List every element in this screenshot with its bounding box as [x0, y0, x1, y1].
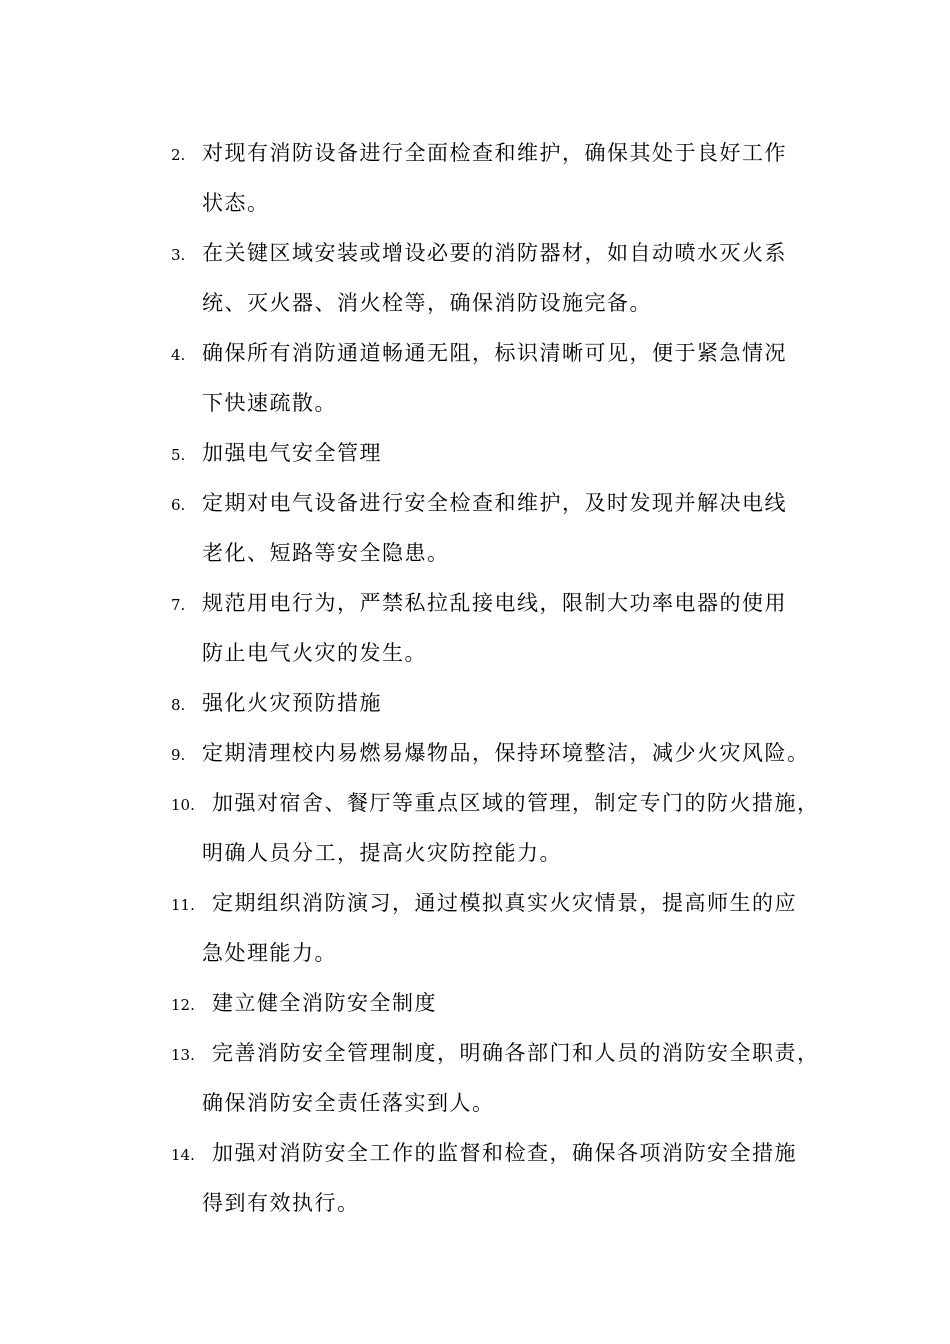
- list-item-number: 9.: [171, 746, 186, 764]
- list-item-number: 13.: [171, 1046, 195, 1064]
- list-item: [171, 128, 851, 228]
- list-item-first-line: [171, 478, 851, 528]
- list-item-number: 8.: [171, 696, 186, 714]
- list-item-text: 定期清理校内易燃易爆物品，保持环境整洁，减少火灾风险。: [202, 741, 810, 765]
- list-item: [171, 578, 851, 678]
- list-item-first-line: [171, 878, 851, 928]
- list-item-number: 3.: [171, 246, 186, 264]
- list-item-first-line: [171, 728, 851, 778]
- list-item-first-line: [171, 978, 851, 1028]
- list-item: [171, 428, 851, 478]
- list-item-continuation: 明确人员分工，提高火灾防控能力。: [202, 841, 562, 865]
- list-item-number: 14.: [171, 1146, 195, 1164]
- list-item-first-line: [171, 1128, 851, 1178]
- list-item-first-line: [171, 428, 851, 478]
- list-item-text: 加强对消防安全工作的监督和检查，确保各项消防安全措施: [212, 1141, 797, 1165]
- list-item-number: 6.: [171, 496, 186, 514]
- list-item: [171, 978, 851, 1028]
- list-item: [171, 1028, 851, 1128]
- list-item: [171, 878, 851, 978]
- list-item-continuation: 确保消防安全责任落实到人。: [202, 1091, 495, 1115]
- list-item-text: 在关键区域安装或增设必要的消防器材，如自动喷水灭火系: [202, 241, 787, 265]
- list-item-first-line: [171, 678, 851, 728]
- list-item: [171, 728, 851, 778]
- list-item-number: 7.: [171, 596, 186, 614]
- list-item-continuation: 老化、短路等安全隐患。: [202, 541, 450, 565]
- list-item-continuation: 下快速疏散。: [202, 391, 337, 415]
- list-item: [171, 478, 851, 578]
- list-item-text: 强化火灾预防措施: [202, 691, 382, 715]
- list-item-first-line: [171, 228, 851, 278]
- list-item-text: 定期组织消防演习，通过模拟真实火灾情景，提高师生的应: [212, 891, 797, 915]
- list-item-text: 规范用电行为，严禁私拉乱接电线，限制大功率电器的使用: [202, 591, 787, 615]
- list-item-text: 定期对电气设备进行安全检查和维护，及时发现并解决电线: [202, 491, 787, 515]
- list-item-number: 2.: [171, 146, 186, 164]
- list-item-text: 加强对宿舍、餐厅等重点区域的管理，制定专门的防火措施，: [212, 791, 820, 815]
- list-item-continuation: 状态。: [202, 191, 270, 215]
- list-item-text: 对现有消防设备进行全面检查和维护，确保其处于良好工作: [202, 141, 787, 165]
- list-item-number: 10.: [171, 796, 195, 814]
- numbered-list: [171, 128, 851, 1228]
- list-item-first-line: [171, 128, 851, 178]
- list-item-continuation: 得到有效执行。: [202, 1191, 360, 1215]
- list-item-number: 11.: [171, 896, 195, 914]
- list-item-first-line: [171, 778, 851, 828]
- list-item: [171, 328, 851, 428]
- list-item-number: 5.: [171, 446, 186, 464]
- list-item: [171, 678, 851, 728]
- list-item-first-line: [171, 328, 851, 378]
- list-item-text: 加强电气安全管理: [202, 441, 382, 465]
- list-item-continuation: 急处理能力。: [202, 941, 337, 965]
- list-item: [171, 778, 851, 878]
- list-item-text: 完善消防安全管理制度，明确各部门和人员的消防安全职责，: [212, 1041, 820, 1065]
- list-item-continuation: 防止电气火灾的发生。: [202, 641, 427, 665]
- list-item: [171, 228, 851, 328]
- list-item-first-line: [171, 1028, 851, 1078]
- list-item-text: 确保所有消防通道畅通无阻，标识清晰可见，便于紧急情况: [202, 341, 787, 365]
- list-item-text: 建立健全消防安全制度: [212, 991, 437, 1015]
- list-item-continuation: 统、灭火器、消火栓等，确保消防设施完备。: [202, 291, 652, 315]
- list-item-first-line: [171, 578, 851, 628]
- list-item-number: 4.: [171, 346, 186, 364]
- list-item: [171, 1128, 851, 1228]
- list-item-number: 12.: [171, 996, 195, 1014]
